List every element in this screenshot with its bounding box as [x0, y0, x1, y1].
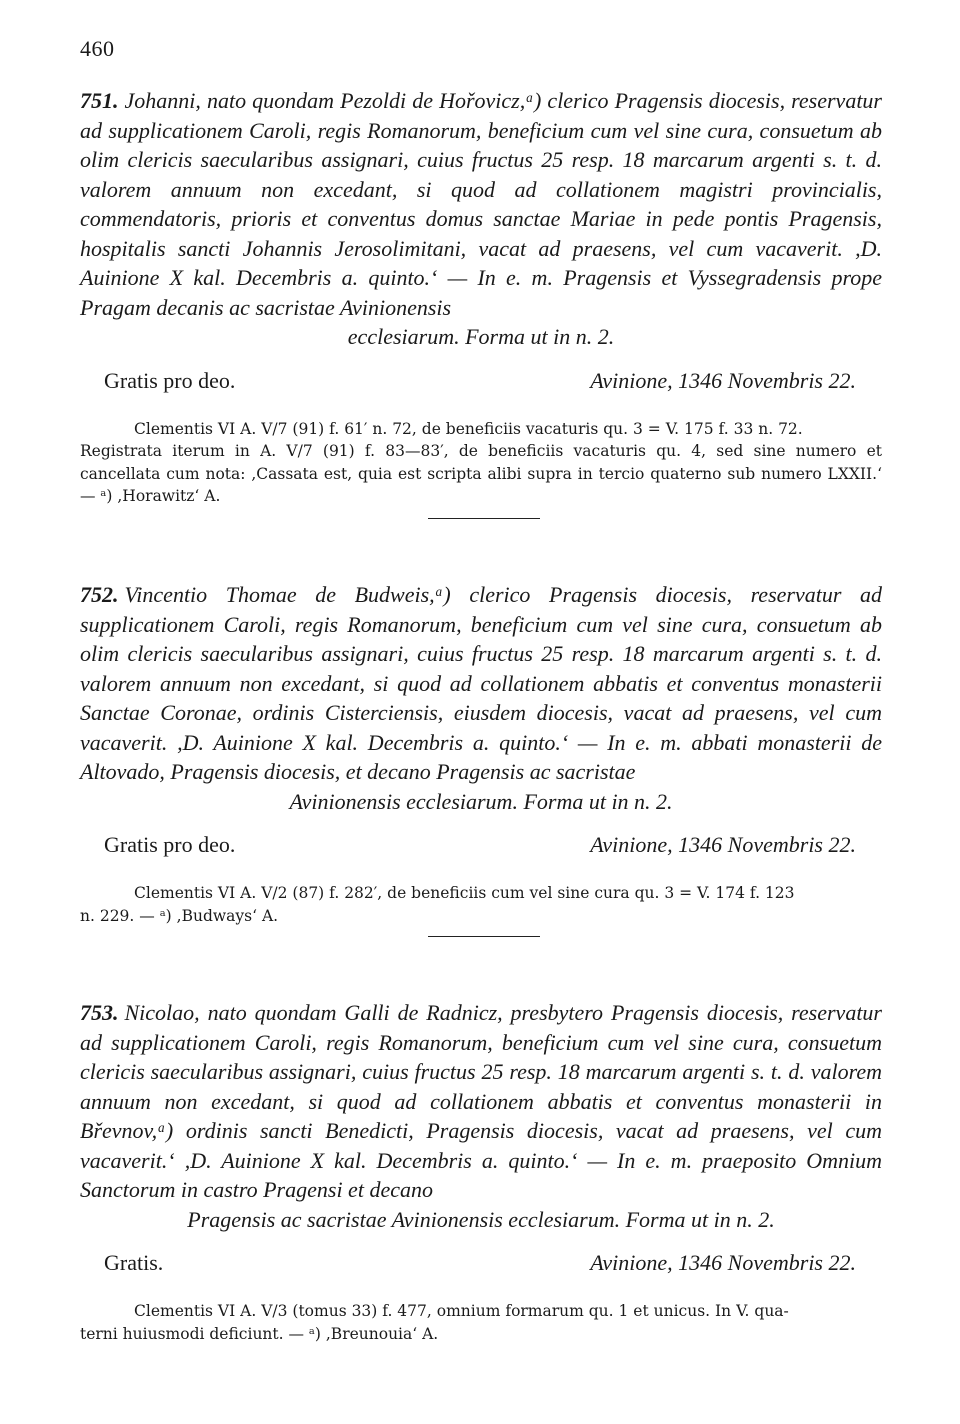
fee-note: Gratis. — [104, 1250, 164, 1275]
source-note — [80, 882, 882, 927]
entry-last-line: Avinionensis ecclesiarum. Forma ut in n. 2. — [289, 788, 673, 814]
section-divider — [428, 518, 540, 519]
entry-body — [80, 580, 882, 787]
entry-signature-row — [80, 368, 882, 400]
entry-text: Johanni, nato quondam Pezoldi de Hořovicz,ᵃ) clerico Pragensis diocesis, reservatur ad supplicationem Caroli, regis Romanorum, beneficium cum vel sine cura, consuetum ab olim clericis saecularibus assignari, cuius fructus 25 resp. 18 marcarum argenti s. t. d. valorem annuum non excedant, si quod ad collationem magistri provincialis, commendatoris, prioris et conventus domus sanctae Mariae in pede pontis Pragensis, hospitalis sancti Johannis Jerosolimitani, vacat ad praesens, vel cum vacaverit. ,D. Auinione X kal. Decembris a. quinto.‘ — In e. m. Pragensis et Vyssegradensis prope Pragam decanis ac sacristae Avinionensis — [80, 88, 882, 320]
source-note-rest: n. 229. — ᵃ) ,Budways‘ A. — [80, 906, 279, 925]
source-note-rest: Registrata iterum in A. V/7 (91) f. 83—83′, de beneficiis vacaturis qu. 4, sed sine numero et cancellata cum nota: ,Cassata est, quia est scripta alibi supra in tercio quaterno sub numero LXXII.‘ — ᵃ) ,Horawitz‘ A. — [80, 442, 882, 505]
entry-body — [80, 86, 882, 322]
entry-753 — [80, 998, 882, 1345]
entry-body — [80, 998, 882, 1205]
entry-text: Nicolao, nato quondam Galli de Radnicz, presbytero Pragensis diocesis, reservatur ad supplicationem Caroli, regis Romanorum, beneficium cum vel sine cura, consuetum clericis saecularibus assignari, cuius fructus 25 resp. 18 marcarum argenti s. t. d. valorem annuum non excedant, si quod ad collationem abbatis et conventus monasterii in Břevnov,ᵃ) ordinis sancti Benedicti, Pragensis diocesis, vacat ad praesens, vel cum vacaverit.‘ ,D. Auinione X kal. Decembris a. quinto.‘ — In e. m. praeposito Omnium Sanctorum in castro Pragensi et decano — [80, 1000, 882, 1202]
source-note-line1: Clementis VI A. V/7 (91) f. 61′ n. 72, de beneficiis vacaturis qu. 3 = V. 175 f. 33 n. 72. — [134, 419, 803, 438]
date-line: Avinione, 1346 Novembris 22. — [590, 367, 856, 393]
entry-number: 752. — [80, 582, 119, 607]
fee-note: Gratis pro deo. — [104, 367, 236, 393]
entry-751 — [80, 86, 882, 508]
fee-note: Gratis pro deo. — [104, 832, 236, 857]
entry-text: Vincentio Thomae de Budweis,ᵃ) clerico Pragensis diocesis, reservatur ad supplicationem Caroli, regis Romanorum, beneficium cum vel sine cura, consuetum ab olim clericis saecularibus assignari, cuius fructus 25 resp. 18 marcarum argenti s. t. d. valorem annuum non excedant, si quod ad collationem abbatis et conventus monasterii Sanctae Coronae, ordinis Cisterciensis, eiusdem diocesis, vacat ad praesens, vel cum vacaverit. ,D. Auinione X kal. Decembris a. quinto.‘ — In e. m. abbati monasterii de Altovado, Pragensis diocesis, et decano Pragensis ac sacristae — [80, 582, 882, 784]
date-line: Avinione, 1346 Novembris 22. — [590, 832, 856, 857]
entry-752 — [80, 580, 882, 927]
entry-number: 753. — [80, 1000, 119, 1025]
page-number: 460 — [80, 36, 115, 61]
source-note — [80, 418, 882, 508]
source-note-line1: Clementis VI A. V/2 (87) f. 282′, de beneficiis cum vel sine cura qu. 3 = V. 174 f. 123 — [134, 884, 795, 902]
section-divider — [428, 936, 540, 937]
entry-number: 751. — [80, 88, 119, 113]
entry-signature-row — [80, 1250, 882, 1282]
entry-signature-row — [80, 832, 882, 864]
entry-last-line: Pragensis ac sacristae Avinionensis ecclesiarum. Forma ut in n. 2. — [187, 1206, 775, 1232]
date-line: Avinione, 1346 Novembris 22. — [590, 1250, 856, 1275]
entry-last-line: ecclesiarum. Forma ut in n. 2. — [347, 324, 615, 349]
source-note-rest: terni huiusmodi deficiunt. — ᵃ) ,Breunouia‘ A. — [80, 1324, 439, 1343]
source-note-line1: Clementis VI A. V/3 (tomus 33) f. 477, omnium formarum qu. 1 et unicus. In V. qua- — [134, 1302, 789, 1320]
source-note — [80, 1300, 882, 1345]
